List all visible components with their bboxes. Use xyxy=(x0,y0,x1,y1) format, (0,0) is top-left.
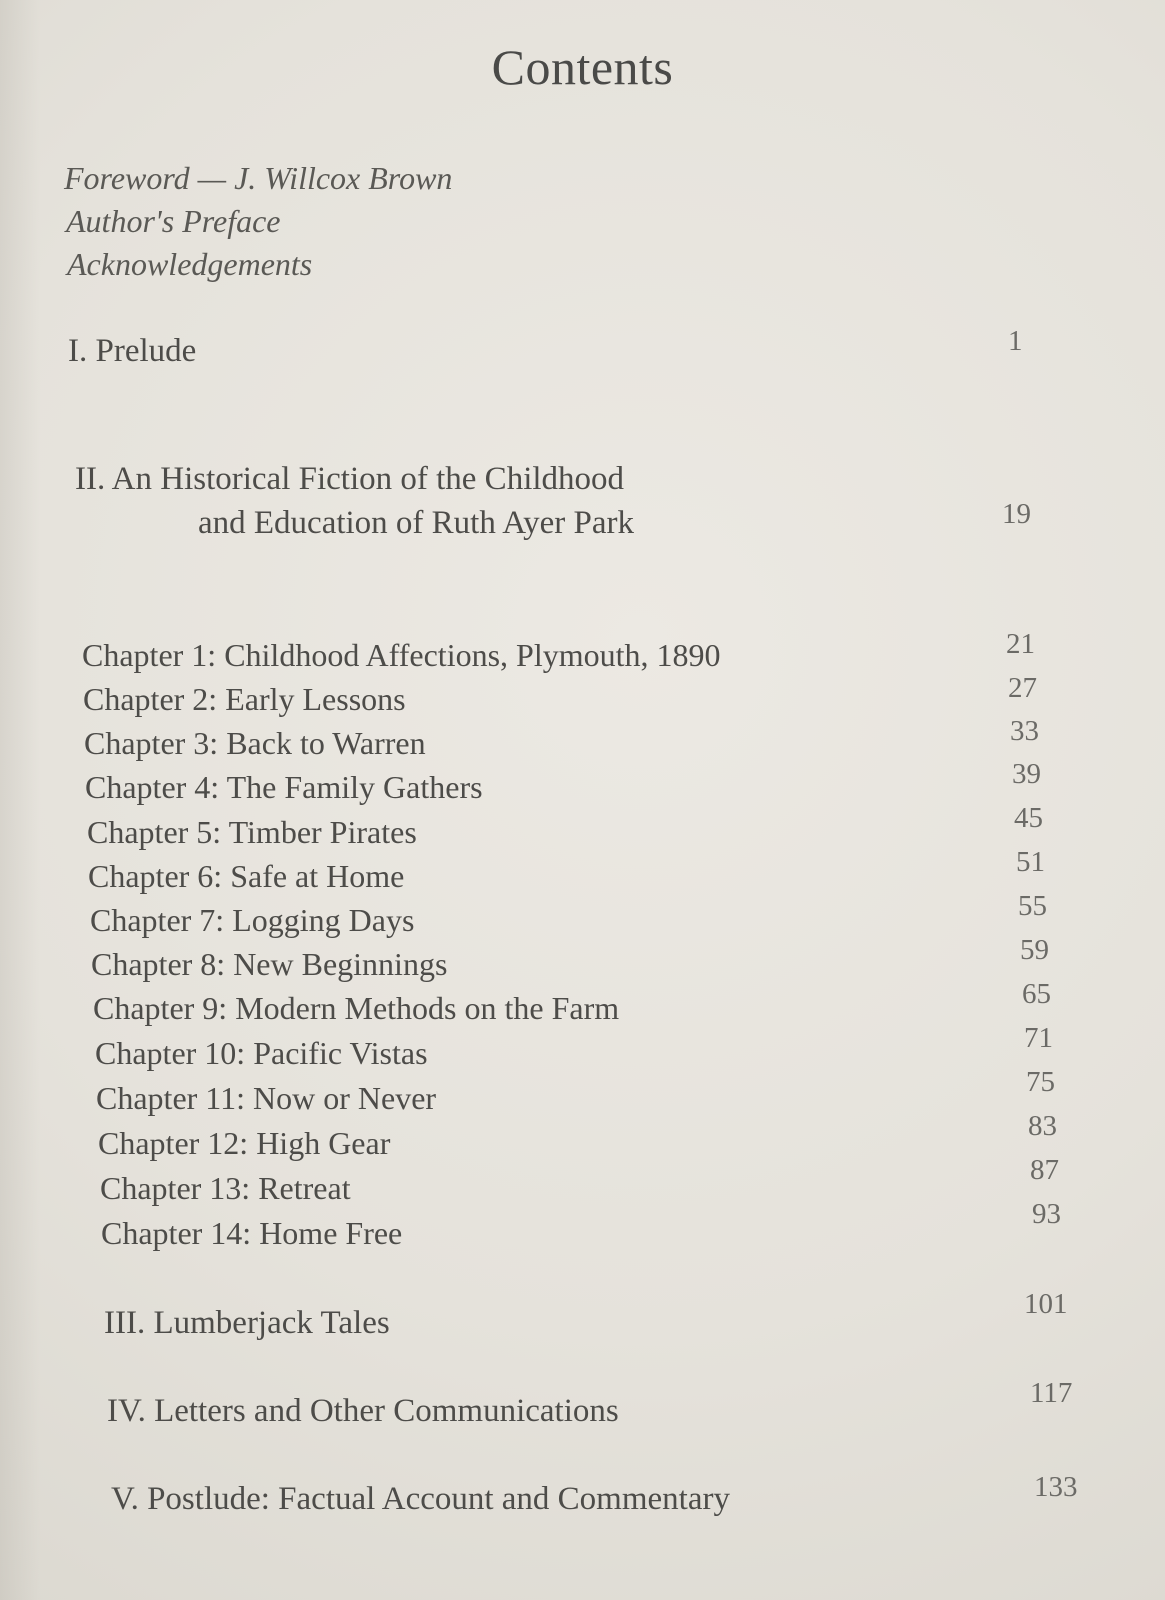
chapter-5-page: 45 xyxy=(1014,802,1043,834)
part-1-page: 1 xyxy=(1008,325,1023,357)
part-3-page: 101 xyxy=(1024,1288,1068,1320)
chapter-12-page: 83 xyxy=(1028,1110,1057,1142)
part-1-label: I. Prelude xyxy=(68,333,197,369)
chapter-4-page: 39 xyxy=(1012,758,1041,790)
chapter-13-label: Chapter 13: Retreat xyxy=(100,1170,351,1206)
chapter-14-page: 93 xyxy=(1032,1198,1061,1230)
part-4-label: IV. Letters and Other Communications xyxy=(107,1393,619,1429)
chapter-7-label: Chapter 7: Logging Days xyxy=(90,902,415,938)
part-4-page: 117 xyxy=(1030,1377,1073,1409)
chapter-3-page: 33 xyxy=(1010,715,1039,747)
chapter-3-label: Chapter 3: Back to Warren xyxy=(84,725,426,761)
page-title: Contents xyxy=(491,39,674,95)
part-2-page: 19 xyxy=(1002,498,1031,530)
chapter-11-label: Chapter 11: Now or Never xyxy=(96,1080,437,1116)
chapter-4-label: Chapter 4: The Family Gathers xyxy=(85,769,483,805)
chapter-10-label: Chapter 10: Pacific Vistas xyxy=(95,1035,428,1071)
chapter-8-label: Chapter 8: New Beginnings xyxy=(91,946,448,982)
chapter-2-label: Chapter 2: Early Lessons xyxy=(83,681,406,717)
part-2-label-line2: and Education of Ruth Ayer Park xyxy=(198,505,634,541)
front-matter-acknowledgements: Acknowledgements xyxy=(67,246,313,282)
part-2-label-line1: II. An Historical Fiction of the Childhood xyxy=(75,461,625,497)
chapter-2-page: 27 xyxy=(1008,672,1037,704)
chapter-14-label: Chapter 14: Home Free xyxy=(101,1215,403,1251)
chapter-13-page: 87 xyxy=(1030,1154,1059,1186)
chapter-9-label: Chapter 9: Modern Methods on the Farm xyxy=(93,990,620,1026)
chapter-1-label: Chapter 1: Childhood Affections, Plymouth, 1890 xyxy=(82,637,721,673)
chapter-9-page: 65 xyxy=(1022,978,1051,1010)
front-matter-foreword: Foreword — J. Willcox Brown xyxy=(64,160,453,196)
chapter-12-label: Chapter 12: High Gear xyxy=(98,1125,391,1161)
front-matter-preface: Author's Preface xyxy=(66,203,281,239)
chapter-6-label: Chapter 6: Safe at Home xyxy=(88,858,405,894)
part-5-label: V. Postlude: Factual Account and Commentary xyxy=(111,1481,730,1517)
chapter-8-page: 59 xyxy=(1020,934,1049,966)
part-5-page: 133 xyxy=(1034,1471,1078,1503)
chapter-1-page: 21 xyxy=(1006,628,1035,660)
chapter-10-page: 71 xyxy=(1024,1022,1053,1054)
part-3-label: III. Lumberjack Tales xyxy=(104,1305,390,1341)
chapter-5-label: Chapter 5: Timber Pirates xyxy=(87,814,417,850)
chapter-6-page: 51 xyxy=(1016,846,1045,878)
chapter-7-page: 55 xyxy=(1018,890,1047,922)
page-shadow xyxy=(0,0,40,1600)
chapter-11-page: 75 xyxy=(1026,1066,1055,1098)
